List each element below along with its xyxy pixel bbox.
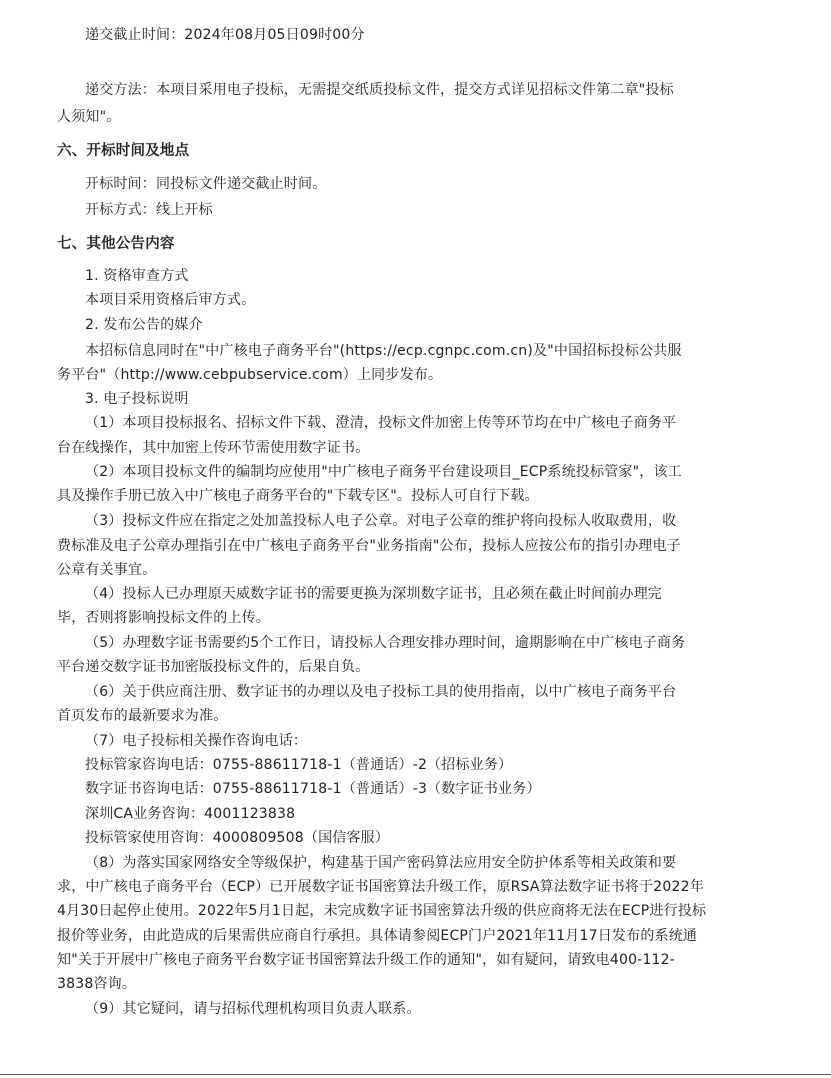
section-heading: 六、开标时间及地点	[57, 143, 190, 159]
text-line: 报价等业务，由此造成的后果需供应商自行承担。具体请参阅ECP门户2021年11月17日发布的系统通	[57, 928, 698, 944]
text-line: 毕，否则将影响投标文件的上传。	[57, 610, 270, 626]
text-line: 公章有关事宜。	[57, 562, 157, 578]
text-line: （4）投标人已办理原天威数字证书的需要更换为深圳数字证书，且必须在截止时间前办理完	[85, 586, 663, 602]
text-line: （3）投标文件应在指定之处加盖投标人电子公章。对电子公章的维护将向投标人收取费用，收	[85, 513, 677, 529]
text-line: （6）关于供应商注册、数字证书的办理以及电子投标工具的使用指南，以中广核电子商务平台	[85, 684, 677, 700]
text-line: 递交截止时间：2024年08月05日09时00分	[85, 27, 365, 43]
text-line: 首页发布的最新要求为准。	[57, 708, 228, 724]
list-item-heading: 3. 电子投标说明	[85, 391, 189, 407]
text-line: 投标管家使用咨询：4000809508（国信客服）	[85, 830, 390, 846]
text-line: 台在线操作，其中加密上传环节需使用数字证书。	[57, 440, 370, 456]
section-heading: 七、其他公告内容	[57, 236, 175, 252]
text-line: 人须知"。	[57, 109, 121, 125]
text-line: （2）本项目投标文件的编制均应使用"中广核电子商务平台建设项目_ECP系统投标管家"，该工	[85, 464, 682, 480]
text-line: 具及操作手册已放入中广核电子商务平台的"下载专区"。投标人可自行下载。	[57, 488, 539, 504]
text-line: 3838咨询。	[57, 976, 137, 992]
text-line: （1）本项目投标报名、招标文件下载、澄清，投标文件加密上传等环节均在中广核电子商务平	[85, 415, 677, 431]
text-line: 知"关于开展中广核电子商务平台数字证书国密算法升级工作的通知"，如有疑问，请致电400-112-	[57, 952, 676, 968]
text-line: 费标准及电子公章办理指引在中广核电子商务平台"业务指南"公布，投标人应按公布的指引办理电子	[57, 538, 681, 554]
list-item-heading: 1. 资格审查方式	[85, 268, 189, 284]
text-line: 本招标信息同时在"中广核电子商务平台"(https://ecp.cgnpc.com.cn)及"中国招标投标公共服	[85, 343, 682, 359]
page-bottom-divider	[0, 1074, 831, 1075]
text-line: 数字证书咨询电话：0755-88611718-1（普通话）-3（数字证书业务）	[85, 781, 541, 797]
list-item-heading: 2. 发布公告的媒介	[85, 317, 203, 333]
text-line: （9）其它疑问，请与招标代理机构项目负责人联系。	[85, 1001, 421, 1017]
text-line: （5）办理数字证书需要约5个工作日，请投标人合理安排办理时间，逾期影响在中广核电子商务	[85, 635, 686, 651]
text-line: 深圳CA业务咨询：4001123838	[85, 806, 296, 822]
text-line: 平台递交数字证书加密版投标文件的，后果自负。	[57, 659, 370, 675]
text-line: （7）电子投标相关操作咨询电话：	[85, 733, 308, 749]
text-line: 递交方法：本项目采用电子投标，无需提交纸质投标文件，提交方式详见招标文件第二章"投标	[85, 82, 674, 98]
text-line: 务平台"（http://www.cebpubservice.com）上同步发布。	[57, 367, 443, 383]
text-line: 开标时间：同投标文件递交截止时间。	[85, 176, 327, 192]
text-line: 投标管家咨询电话：0755-88611718-1（普通话）-2（招标业务）	[85, 757, 513, 773]
text-line: 求，中广核电子商务平台（ECP）已开展数字证书国密算法升级工作，原RSA算法数字证书将于2022年	[57, 879, 704, 895]
text-line: 4月30日起停止使用。2022年5月1日起，未完成数字证书国密算法升级的供应商将无法在ECP进行投标	[57, 903, 707, 919]
text-line: （8）为落实国家网络安全等级保护，构建基于国产密码算法应用安全防护体系等相关政策和要	[85, 855, 677, 871]
text-line: 开标方式：线上开标	[85, 202, 213, 218]
text-line: 本项目采用资格后审方式。	[85, 292, 256, 308]
